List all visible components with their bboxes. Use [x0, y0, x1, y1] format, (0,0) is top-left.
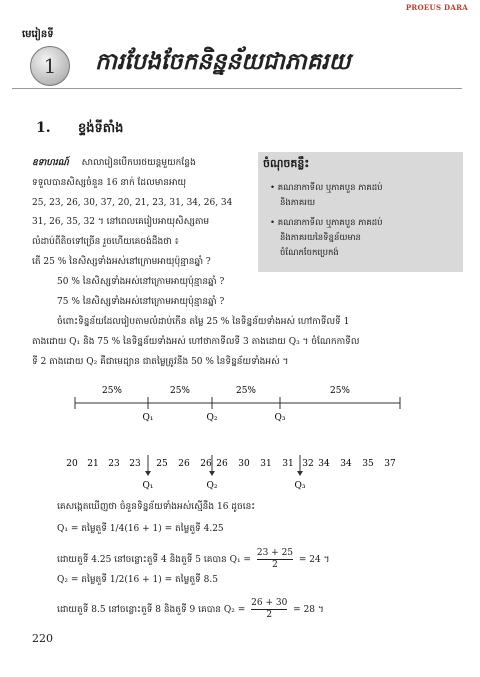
quartile-label-q1: Q₁ — [142, 413, 154, 423]
key-point-2-line-2: និងភាគរយនៃទិន្នន័យមាន — [280, 233, 361, 243]
bottom-label-q2: Q₂ — [206, 481, 218, 491]
sorted-value: 34 — [340, 459, 352, 469]
lesson-number-badge — [30, 46, 70, 86]
percent-label: 25% — [329, 386, 351, 396]
explain-line-1: ចំពោះទិន្នន័យដែលរៀបតាមលំដាប់កើន តម្លៃ 25 % នៃទិន្នន័យទាំងអស់ ហៅកាទីលទី 1 — [57, 317, 350, 327]
sorted-value: 32 — [302, 459, 314, 469]
bottom-label-q3: Q₃ — [294, 481, 306, 491]
lesson-label: មេរៀនទី — [22, 29, 54, 40]
example-ages-2: 31, 26, 35, 32 ។ នៅពេលគេរៀបអាយុសិស្សតាម — [32, 217, 210, 227]
section-number: 1. — [36, 120, 51, 136]
q1-calc-numerator: 23 + 25 — [256, 548, 294, 558]
page-number: 220 — [32, 632, 53, 645]
q1-formula — [57, 523, 224, 536]
q2-formula — [57, 574, 218, 587]
q1-formula-prefix: Q₁ = តម្លៃតួទី — [57, 524, 110, 534]
q1-calc-denominator: 2 — [272, 560, 278, 570]
percent-label: 25% — [101, 386, 123, 396]
key-points-title: ចំណុចគន្លឹះ — [263, 157, 310, 170]
q1-fraction: 1/4 — [109, 524, 125, 534]
q2-arrow-icon — [209, 471, 215, 476]
explain-line-2: តាងដោយ Q₁ និង 75 % នៃទិន្នន័យទាំងអស់ ហៅថាកាទីលទី 3 តាងដោយ Q₃ ។ ចំណែកកាទីល — [32, 337, 360, 347]
question-75: 75 % នៃសិស្សទាំងអស់នៅក្រោមអាយុប៉ុន្មានឆ្នាំ ? — [57, 297, 225, 307]
key-point-2-line-3: ចំណែកចែកប្រេកង់ — [280, 248, 339, 258]
section-title: ខ្ទង់ទីតាំង — [78, 121, 124, 136]
q2-calc-fraction — [251, 598, 287, 621]
q2-calc-result: = 28 ។ — [293, 605, 324, 615]
key-point-1-line-1: • គណនាកាទីល ឬភាគបួន ភាគដប់ — [270, 183, 383, 193]
key-point-2-line-1: • គណនាកាទីល ឬភាគបួន ភាគដប់ — [270, 218, 383, 228]
q1-formula-suffix: (16 + 1) = តម្លៃតួទី 4.25 — [124, 524, 224, 534]
question-25: តើ 25 % នៃសិស្សទាំងអស់នៅក្រោមអាយុប៉ុន្មានឆ្នាំ ? — [32, 257, 211, 267]
sorted-value: 35 — [362, 459, 374, 469]
sorted-value: 30 — [238, 459, 250, 469]
title-divider — [12, 88, 462, 89]
question-50: 50 % នៃសិស្សទាំងអស់នៅក្រោមអាយុប៉ុន្មានឆ្នាំ ? — [57, 277, 225, 287]
q1-calc — [57, 548, 330, 571]
sorted-value: 21 — [87, 459, 99, 469]
bottom-label-q1: Q₁ — [142, 481, 154, 491]
sorted-value: 20 — [66, 459, 78, 469]
quartile-diagram — [0, 375, 480, 495]
header-brand: PROEUS DARA — [405, 3, 468, 12]
sorted-value: 37 — [384, 459, 396, 469]
q2-calc-denominator: 2 — [266, 610, 273, 620]
example-line-1 — [32, 157, 196, 170]
quartile-label-q2: Q₂ — [206, 413, 218, 423]
sorted-value: 23 — [129, 459, 141, 469]
q1-calc-result: = 24 ។ — [298, 555, 330, 565]
sorted-value: 26 — [216, 459, 228, 469]
q2-formula-suffix: (16 + 1) = តម្លៃតួទី 8.5 — [124, 575, 218, 585]
sorted-value: 31 — [260, 459, 272, 469]
sorted-value: 25 — [156, 459, 168, 469]
percent-label: 25% — [235, 386, 257, 396]
example-text-1: សាលារៀនបើកបរថយន្តមួយកន្លែង — [81, 158, 196, 168]
q2-calc-text: ដោយតួទី 8.5 នៅចន្លោះតួទី 8 និងតួទី 9 គេបាន Q₂ = — [57, 605, 246, 615]
q3-arrow-icon — [297, 471, 303, 476]
q1-calc-fraction — [257, 548, 293, 571]
example-ages-1: 25, 23, 26, 30, 37, 20, 21, 23, 31, 34, 26, 34 — [32, 198, 233, 208]
chapter-title: ការបែងចែកនិន្នន័យជាភាគរយ — [95, 48, 351, 75]
result-intro: គេសង្កេតឃើញថា ចំនួនទិន្នន័យទាំងអស់ស្មើនឹង 16 ដូចនេះ — [57, 502, 256, 512]
sorted-value: 26 — [178, 459, 190, 469]
q2-fraction: 1/2 — [109, 575, 125, 585]
sorted-value: 23 — [108, 459, 120, 469]
quartile-label-q3: Q₃ — [274, 413, 286, 423]
q1-calc-text: ដោយតួទី 4.25 នៅចន្លោះតួទី 4 និងតួទី 5 គេបាន Q₁ = — [57, 555, 251, 565]
example-line-2: ទទួលបានសិស្សចំនួន 16 នាក់ ដែលមានអាយុ — [32, 178, 187, 188]
explain-line-3: ទី 2 តាងដោយ Q₂ គឺជាមេដ្យាន ជាតម្លៃត្រូវនឹង 50 % នៃទិន្នន័យទាំងអស់ ។ — [32, 357, 289, 367]
lesson-number: 1 — [43, 54, 57, 78]
sorted-values-row — [66, 459, 396, 469]
sorted-value: 31 — [282, 459, 294, 469]
percent-label: 25% — [169, 386, 191, 396]
example-line-5: លំដាប់ពីតិចទៅច្រើន រួចហើយគេចង់ដឹងថា ៖ — [32, 237, 179, 247]
q2-calc — [57, 598, 324, 621]
q1-arrow-icon — [145, 471, 151, 476]
sorted-value: 34 — [318, 459, 330, 469]
key-point-1-line-2: និងភាគរយ — [280, 198, 316, 208]
sorted-value: 26 — [200, 459, 212, 469]
q2-calc-numerator: 26 + 30 — [251, 598, 288, 608]
q2-formula-prefix: Q₂ = តម្លៃតួទី — [57, 575, 110, 585]
example-label: ឧទាហរណ៍ — [32, 158, 69, 168]
